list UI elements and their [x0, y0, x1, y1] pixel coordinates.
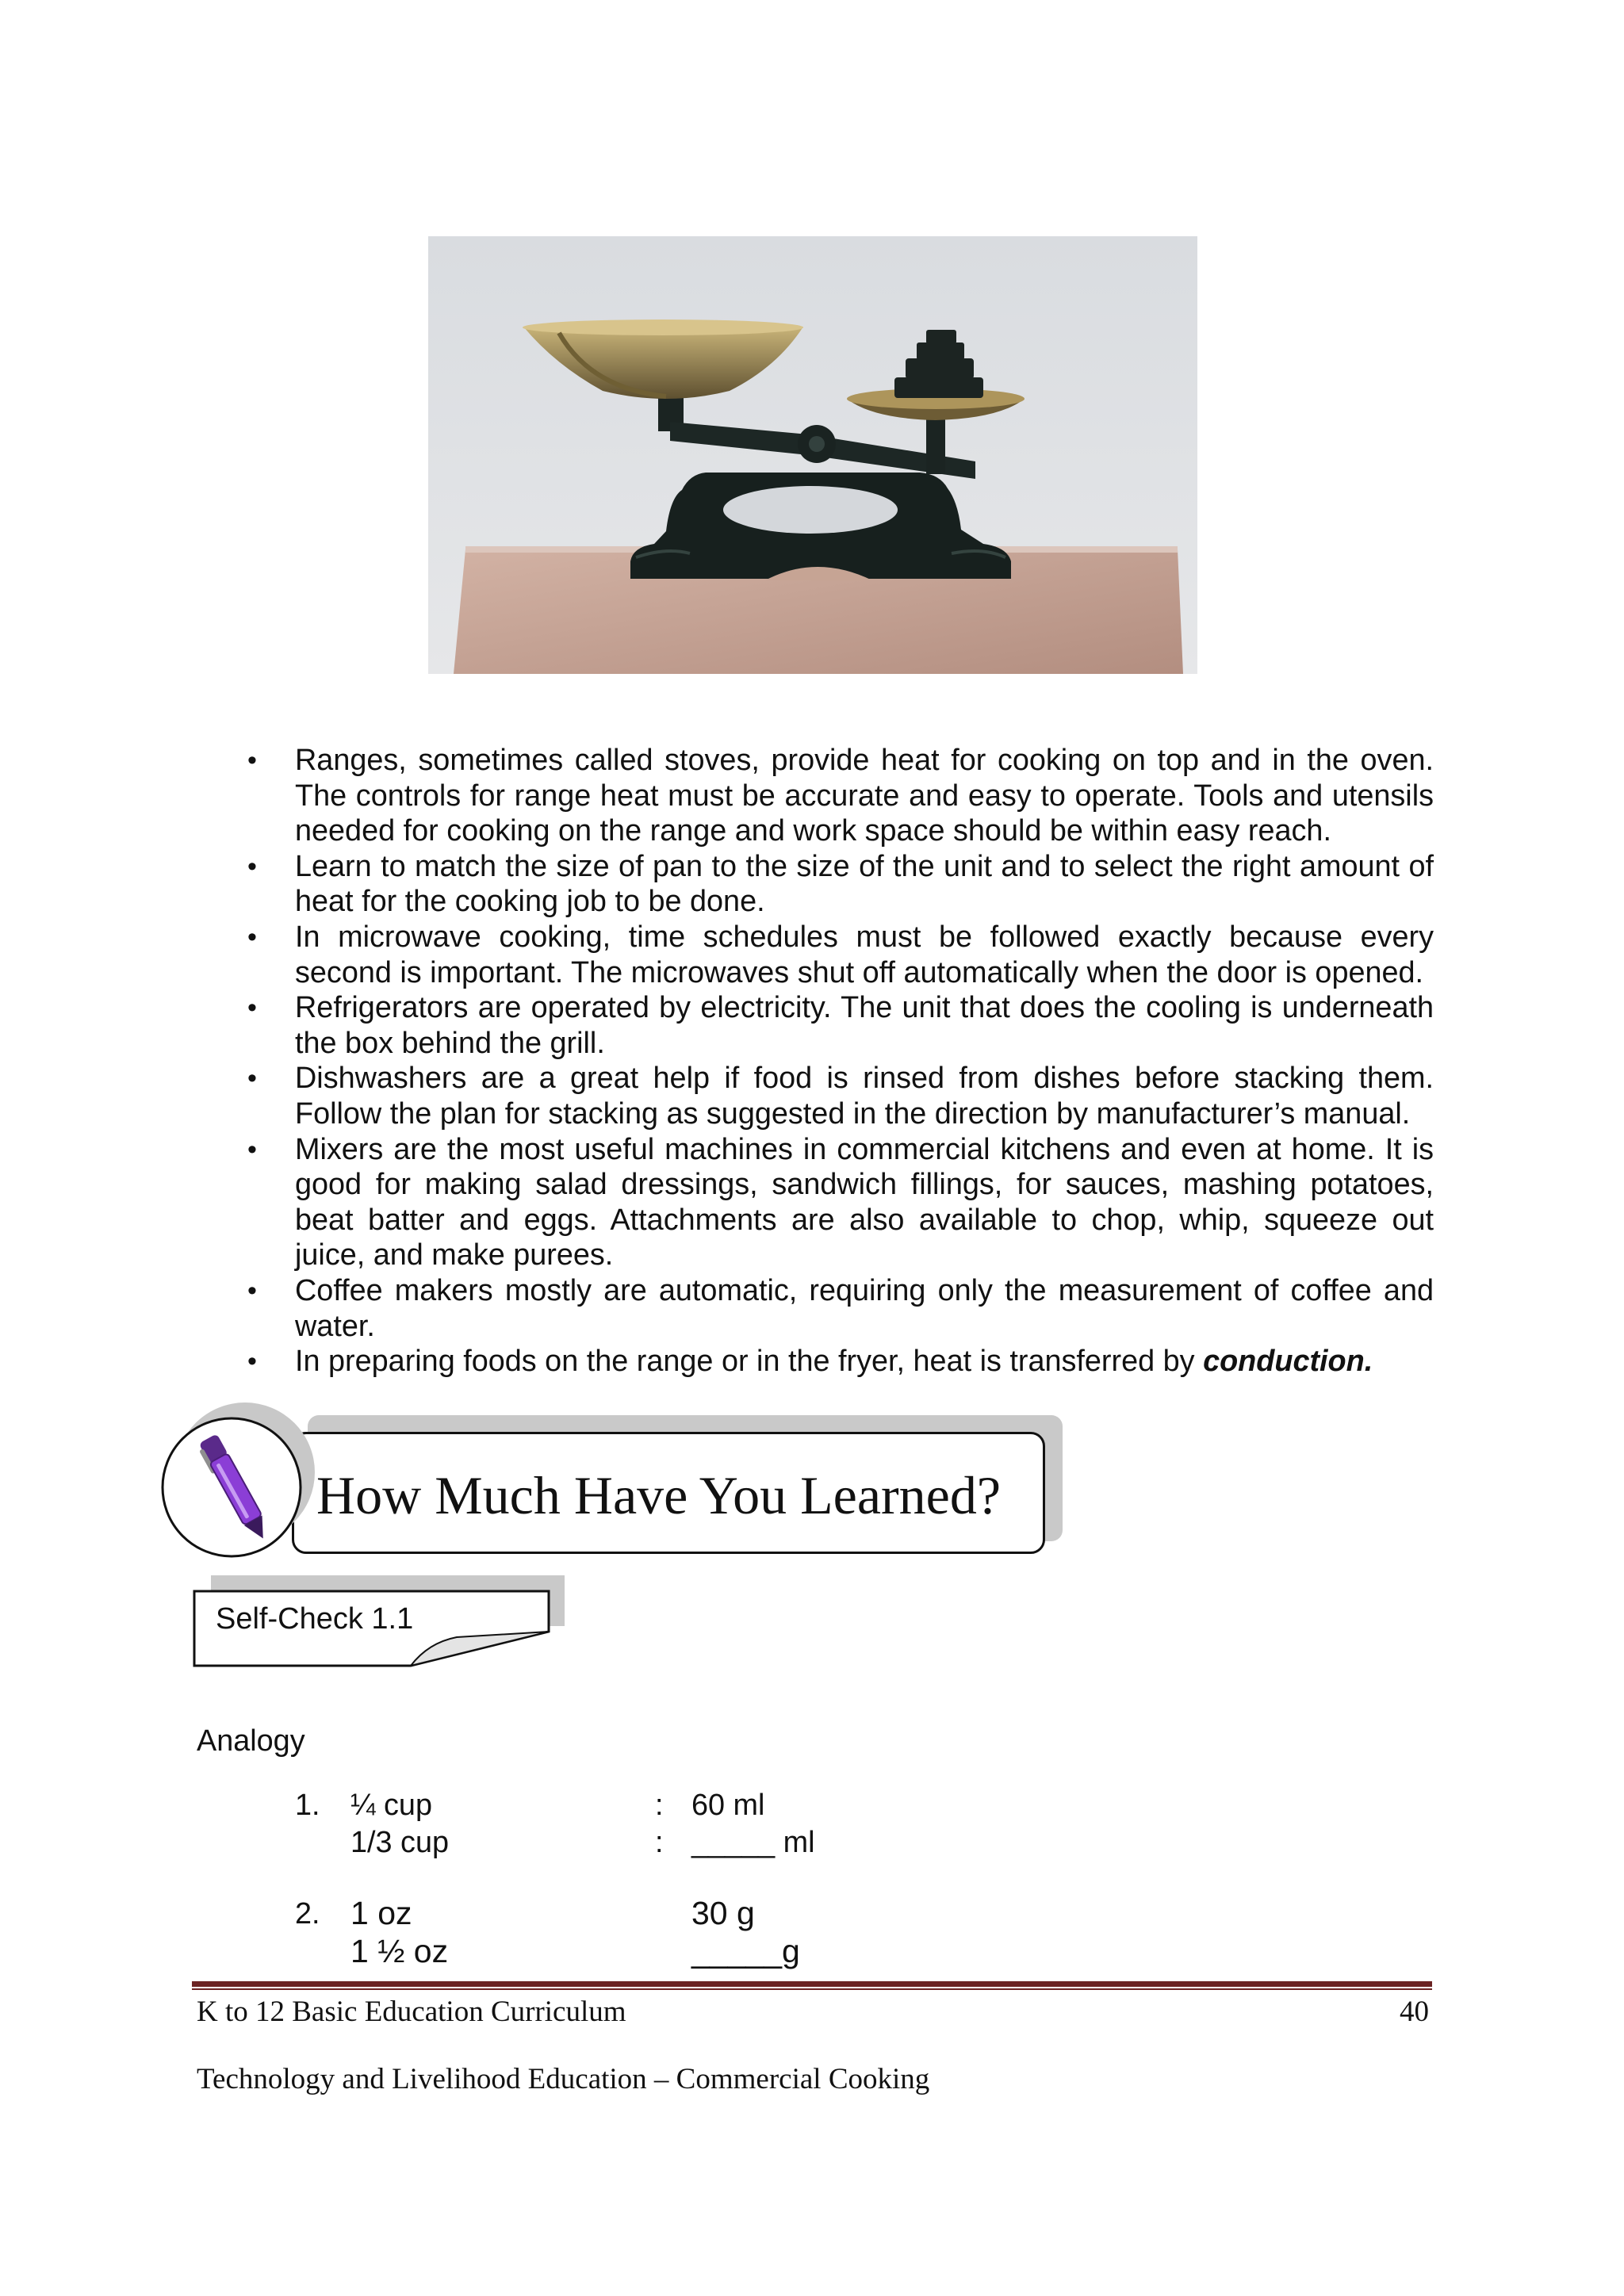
footer-subject: Technology and Livelihood Education – Commercial Cooking [197, 2063, 930, 2095]
item-separator: : [655, 1826, 664, 1859]
bullet-pan-size [230, 849, 1434, 920]
bullet-coffee-makers [230, 1273, 1434, 1344]
bullet-marker: • [247, 1346, 257, 1377]
bullet-text: Refrigerators are operated by electricity. The unit that does the cooling is underneath the box behind the grill. [295, 991, 1434, 1060]
bullet-marker: • [247, 745, 257, 775]
item-left: 1 oz [350, 1895, 412, 1931]
item-right: 60 ml [691, 1789, 765, 1822]
bullet-microwave [230, 920, 1434, 990]
bullet-text: In preparing foods on the range or in the fryer, heat is transferred by [295, 1345, 1204, 1379]
bullet-marker: • [247, 1275, 257, 1306]
bullet-text: Dishwashers are a great help if food is rinsed from dishes before stacking them. Follow the plan for stacking as suggested in the direction by manufacturer’s manual. [295, 1062, 1434, 1131]
item-left: 1/3 cup [350, 1826, 449, 1859]
bullet-refrigerators [230, 990, 1434, 1061]
bullet-text: Mixers are the most useful machines in commercial kitchens and even at home. It is good for making salad dressings, sandwich fillings, for sauces, mashing potatoes, beat batter and eggs. Attachments are also available to chop, whip, squeeze out juice, and make purees. [295, 1132, 1434, 1272]
item-separator: : [655, 1789, 664, 1822]
item-left: ¼ cup [350, 1789, 432, 1822]
bullet-emphasis: conduction. [1203, 1345, 1373, 1379]
bullet-marker: • [247, 993, 257, 1024]
section-title: How Much Have You Learned? [316, 1465, 1002, 1525]
item-answer-blank: _____g [691, 1933, 800, 1969]
item-right: 30 g [691, 1895, 755, 1931]
bullet-marker: • [247, 1063, 257, 1094]
footer-curriculum: K to 12 Basic Education Curriculum [197, 1996, 626, 2028]
self-check-label: Self-Check 1.1 [216, 1602, 414, 1636]
item-number: 2. [295, 1897, 320, 1931]
equipment-bullet-list [230, 743, 1434, 1380]
bullet-marker: • [247, 851, 257, 882]
footer-rule-thin [192, 1988, 1432, 1990]
item-number: 1. [295, 1789, 320, 1822]
bullet-text: Coffee makers mostly are automatic, requiring only the measurement of coffee and water. [295, 1273, 1434, 1343]
pen-icon [159, 1400, 317, 1559]
analogy-heading: Analogy [197, 1724, 305, 1758]
page-number: 40 [1400, 1996, 1429, 2028]
bullet-text: Learn to match the size of pan to the size of the unit and to select the right amount of heat for the cooking job to be done. [295, 849, 1434, 919]
balance-scale-photo [428, 236, 1197, 674]
bullet-conduction [230, 1344, 1434, 1380]
bullet-mixers [230, 1132, 1434, 1273]
footer-rule [192, 1981, 1432, 1987]
bullet-marker: • [247, 1134, 257, 1165]
bullet-ranges [230, 743, 1434, 849]
bullet-text: In microwave cooking, time schedules must be followed exactly because every second is important. The microwaves shut off automatically when the door is opened. [295, 920, 1434, 989]
item-left: 1 ½ oz [350, 1933, 449, 1969]
item-answer-blank: _____ ml [691, 1826, 815, 1859]
bullet-text: Ranges, sometimes called stoves, provide heat for cooking on top and in the oven. The controls for range heat must be accurate and easy to operate. Tools and utensils needed for cooking on the range and work space should be within easy reach. [295, 744, 1434, 848]
bullet-dishwashers [230, 1061, 1434, 1131]
bullet-marker: • [247, 921, 257, 952]
